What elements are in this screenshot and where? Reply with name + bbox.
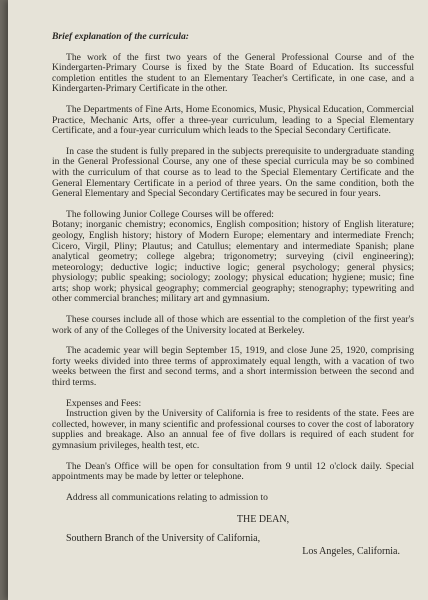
- paragraph-combined-curricula: In case the student is fully prepared in the subjects prerequisite to undergraduate standing in the General Professional Course, any one of these special curricula may be so combined with the curriculum of that course as to lead to the Special Elementary Certificate and the General Elementary Certificate in a period of three years. On the same condition, both the General Elementary and Special Secondary Certificates may be secured in four years.: [52, 145, 414, 200]
- junior-college-intro: The following Junior College Courses will be offered:: [66, 208, 274, 220]
- paragraph-deans-office: The Dean's Office will be open for consultation from 9 until 12 o'clock daily. Special appointments may be made by letter or telephone.: [52, 460, 414, 483]
- paragraph-essential-courses: These courses include all of those which are essential to the completion of the first year's work of any of the Colleges of the University located at Berkeley.: [52, 314, 414, 336]
- paragraph-fees: Instruction given by the University of California is free to residents of the state. Fees are collected, however, in many scientific and professional courses to cover the cost of laboratory supplies and breakage. Also an annual fee of five dollars is required of each student for gymnasium privileges, health test, etc.: [52, 408, 414, 451]
- paragraph-departments: The Departments of Fine Arts, Home Economics, Music, Physical Education, Commercial Practice, Mechanic Arts, offer a three-year curriculum, leading to a Special Elementary Certificate, and a four-year curriculum which leads to the Special Secondary Certificate.: [52, 103, 414, 137]
- paragraph-general-course: The work of the first two years of the General Professional Course and of the Kindergarten-Primary Course is fixed by the State Board of Education. Its successful completion entitles the student to an Elementary Teacher's Certificate, in one case, and a Kindergarten-Primary Certificate in the other.: [52, 51, 414, 95]
- signature-institution: Southern Branch of the University of California,: [66, 532, 261, 544]
- document-page: [8, 0, 428, 600]
- signature-dean: THE DEAN,: [236, 514, 290, 526]
- signature-location: Los Angeles, California.: [302, 545, 400, 557]
- section-heading: Brief explanation of the curricula:: [52, 31, 189, 42]
- expenses-heading: Expenses and Fees:: [66, 397, 142, 409]
- paragraph-academic-year: The academic year will begin September 15, 1919, and close June 25, 1920, comprising forty weeks divided into three terms of approximately equal length, with a vacation of two weeks between the first and second terms, and a short intermission between the second and third terms.: [52, 345, 414, 389]
- junior-college-courses: Botany; inorganic chemistry; economics, English composition; history of English literature; geology, English history; history of Modern Europe; elementary and intermediate French; Cicero, Virgil, Pliny; Plautus; and Catullus; elementary and intermediate Spanish; plane analytical geometry; college algebra; trigonometry; surveying (civil engineering); meteorology; deductive logic; inductive logic; general psychology; general physics; physiology; public speaking; sociology; zoology; physical education; hygiene; music; fine arts; shop work; physical geography; commercial geography; stenography; typewriting and other commercial branches; military art and gymnasium.: [52, 219, 414, 305]
- paragraph-address: Address all communications relating to admission to: [66, 491, 268, 503]
- document-content: [52, 32, 414, 557]
